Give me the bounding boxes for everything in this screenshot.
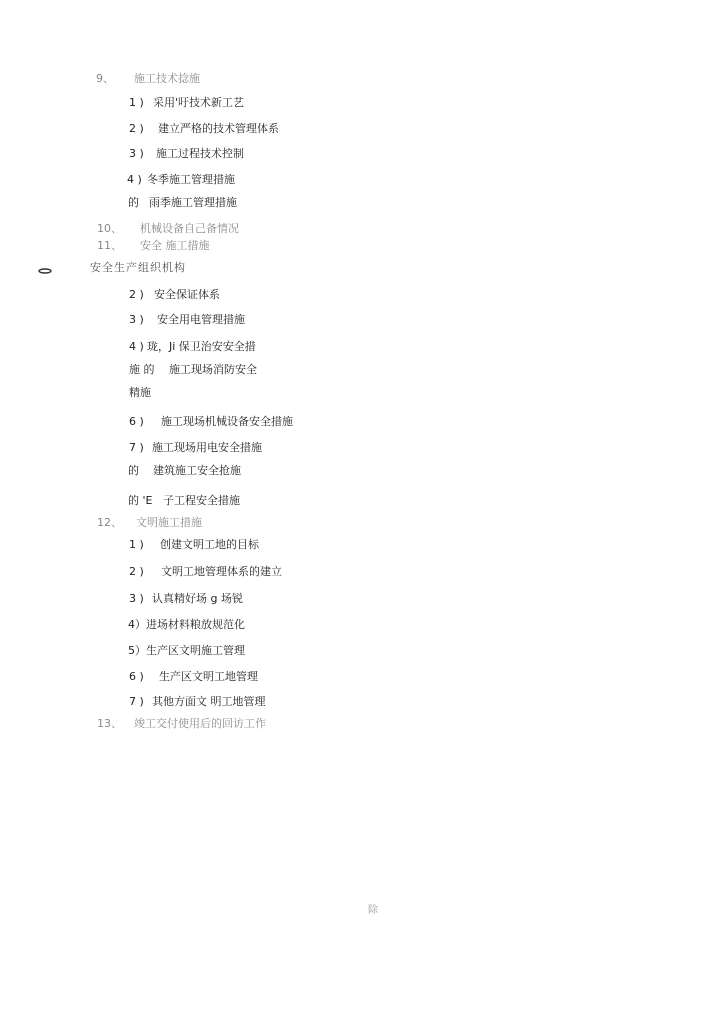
- outline-number: 7 ): [129, 441, 144, 454]
- outline-item-10: [97, 222, 239, 236]
- outline-subitem: [129, 288, 220, 302]
- outline-subitem: [128, 464, 241, 478]
- outline-number: 13、: [97, 717, 122, 730]
- outline-text: 文明工地管理体系的建立: [161, 565, 282, 578]
- outline-subitem: [127, 173, 235, 187]
- page-footer-text: 除: [368, 905, 378, 916]
- outline-number: 5）: [128, 644, 146, 657]
- outline-text: 采用'吁技术新工艺: [153, 96, 245, 109]
- outline-text: 施工现场消防安全: [169, 363, 257, 376]
- outline-number: 的 'E: [128, 494, 153, 507]
- outline-subitem: [129, 96, 244, 110]
- outline-number: 1 ): [129, 538, 144, 551]
- outline-number: 3 ): [129, 147, 144, 160]
- outline-number: 2 ): [129, 565, 144, 578]
- outline-text: 进场材料粮放规范化: [146, 618, 245, 631]
- outline-heading-safety-org: [90, 261, 186, 275]
- outline-subitem: [129, 415, 293, 429]
- outline-text: 子工程安全措施: [163, 494, 240, 507]
- outline-number: 9、: [96, 72, 114, 85]
- outline-number: 的: [128, 464, 139, 477]
- outline-text: 安全生产组织机构: [90, 261, 186, 274]
- outline-text: 安全 施工措施: [140, 239, 210, 252]
- outline-subitem: [128, 644, 245, 658]
- outline-subitem: [129, 147, 244, 161]
- outline-subitem: [128, 618, 245, 632]
- outline-number: 10、: [97, 222, 122, 235]
- bullet-marker-icon: [38, 268, 52, 274]
- outline-number: 4）: [128, 618, 146, 631]
- outline-text: 机械设备自己备情况: [140, 222, 239, 235]
- outline-number: 3 ): [129, 313, 144, 326]
- outline-text: 文明施工措施: [136, 516, 202, 529]
- outline-number: 4 ): [127, 173, 142, 186]
- outline-item-12: [97, 516, 202, 530]
- outline-subitem: [128, 196, 237, 210]
- outline-number: 6 ): [129, 415, 144, 428]
- outline-text: 建立严格的技术管理体系: [158, 122, 279, 135]
- outline-text: 安全保证体系: [154, 288, 220, 301]
- outline-text: 雨季施工管理措施: [149, 196, 237, 209]
- outline-text: 珑，Ji 保卫治安安全措: [147, 340, 256, 353]
- outline-number: 2 ): [129, 288, 144, 301]
- outline-subitem: [129, 363, 257, 377]
- outline-item-9: [96, 72, 200, 86]
- outline-subitem: [129, 538, 259, 552]
- outline-text: 施工过程技术控制: [156, 147, 244, 160]
- outline-subitem: [129, 592, 243, 606]
- outline-text: 安全用电管理措施: [157, 313, 245, 326]
- outline-subitem: [129, 441, 262, 455]
- outline-text: 精施: [129, 386, 151, 399]
- outline-text: 施工现场机械设备安全措施: [161, 415, 293, 428]
- outline-text: 建筑施工安全抢施: [153, 464, 241, 477]
- outline-subitem: [129, 670, 258, 684]
- outline-number: 7 ): [129, 695, 144, 708]
- outline-text: 施工技术捻施: [134, 72, 200, 85]
- outline-number: 6 ): [129, 670, 144, 683]
- outline-text: 创建文明工地的目标: [160, 538, 259, 551]
- outline-text: 其他方面文 明工地管理: [152, 695, 266, 708]
- outline-subitem: [129, 340, 256, 354]
- outline-text: 生产区文明工地管理: [159, 670, 258, 683]
- outline-subitem: [129, 313, 245, 327]
- outline-subitem-continuation: [129, 386, 151, 400]
- outline-number: 4 ): [129, 340, 144, 353]
- outline-number: 11、: [97, 239, 122, 252]
- outline-subitem: [129, 565, 282, 579]
- outline-item-13: [97, 717, 266, 731]
- outline-number: 1 ): [129, 96, 144, 109]
- outline-number: 的: [128, 196, 139, 209]
- outline-text: 施工现场用电安全措施: [152, 441, 262, 454]
- outline-subitem: [129, 122, 279, 136]
- outline-text: 认真精好场 g 场锐: [152, 592, 243, 605]
- outline-text: 生产区文明施工管理: [146, 644, 245, 657]
- outline-number: 2 ): [129, 122, 144, 135]
- outline-item-11: [97, 239, 210, 253]
- outline-number: 3 ): [129, 592, 144, 605]
- outline-text: 冬季施工管理措施: [147, 173, 235, 186]
- outline-subitem: [129, 695, 266, 709]
- outline-text: 竣工交付使用后的回访工作: [134, 717, 266, 730]
- outline-number: 施 的: [129, 363, 155, 376]
- outline-subitem: [128, 494, 240, 508]
- outline-number: 12、: [97, 516, 122, 529]
